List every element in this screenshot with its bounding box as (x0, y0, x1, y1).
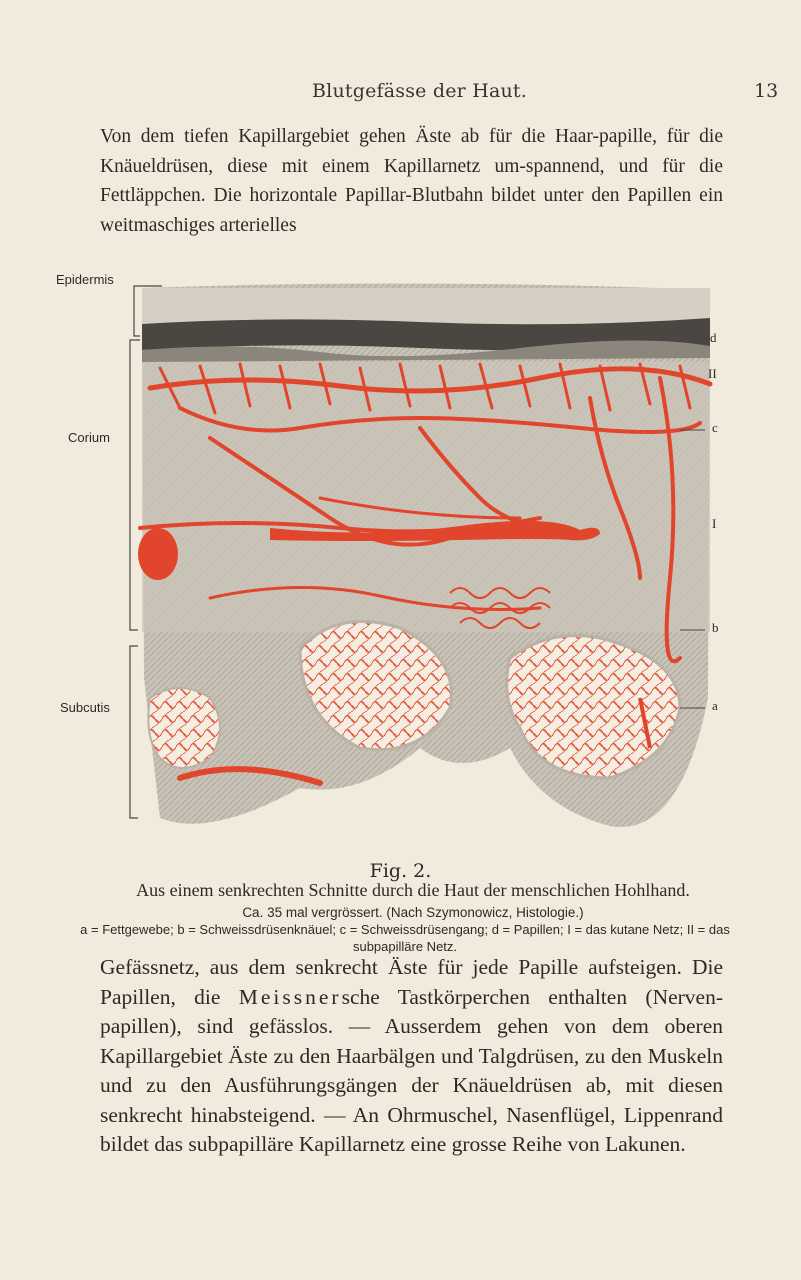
label-corium: Corium (68, 430, 110, 445)
figure-description: Aus einem senkrechten Schnitte durch die Haut der menschlichen Hohlhand. (136, 880, 690, 900)
running-title: Blutgefässe der Haut. (312, 80, 527, 102)
label-I: I (712, 516, 717, 531)
label-b: b (712, 620, 719, 635)
label-a: a (712, 698, 718, 713)
skin-section-illustration (120, 278, 740, 853)
page-header (0, 80, 801, 110)
paragraph-bottom-emphasis: Meissner (238, 984, 342, 1009)
page-number: 13 (754, 80, 779, 102)
paragraph-top: Von dem tiefen Kapillargebiet gehen Äste ab für die Haar-papille, für die Knäueldrüsen, diese mit einem Kapillarnetz um-spannend, und für die Fettläppchen. Die horizontale Papillar-Blutbahn bildet unter den Papillen ein weitmaschiges arterielles (100, 126, 723, 236)
figure-legend: a = Fettgewebe; b = Schweissdrüsenknäuel; c = Schweissdrüsengang; d = Papillen; I = das kutane Netz; II = das subpapilläre Netz. (80, 922, 730, 954)
paragraph-bottom (100, 953, 723, 1160)
paragraph-bottom-part1: Gefässnetz, aus dem senkrecht Äste für jede Papille aufsteigen. Die Papillen, die (100, 955, 723, 1009)
label-c: c (712, 420, 718, 435)
label-d: d (710, 330, 717, 345)
skin-section-figure (56, 272, 740, 853)
label-subcutis: Subcutis (60, 700, 110, 715)
label-epidermis: Epidermis (56, 272, 114, 287)
figure-source: Ca. 35 mal vergrössert. (Nach Szymonowicz, Histologie.) (242, 905, 584, 920)
figure-title: Fig. 2. (369, 860, 432, 882)
label-II: II (708, 366, 717, 381)
paragraph-bottom-part2: sche Tastkörperchen enthalten (Nerven-papillen), sind gefässlos. — Ausserdem gehen von dem oberen Kapillargebiet Äste zu den Haarbälgen und Talgdrüsen, zu den Muskeln und zu den Ausführungsgängen der Knäueldrüsen ab, mit diesen senkrecht hinabsteigend. — An Ohrmuschel, Nasenflügel, Lippenrand bildet das subpapilläre Kapillarnetz eine grosse Reihe von Lakunen. (100, 984, 723, 1156)
